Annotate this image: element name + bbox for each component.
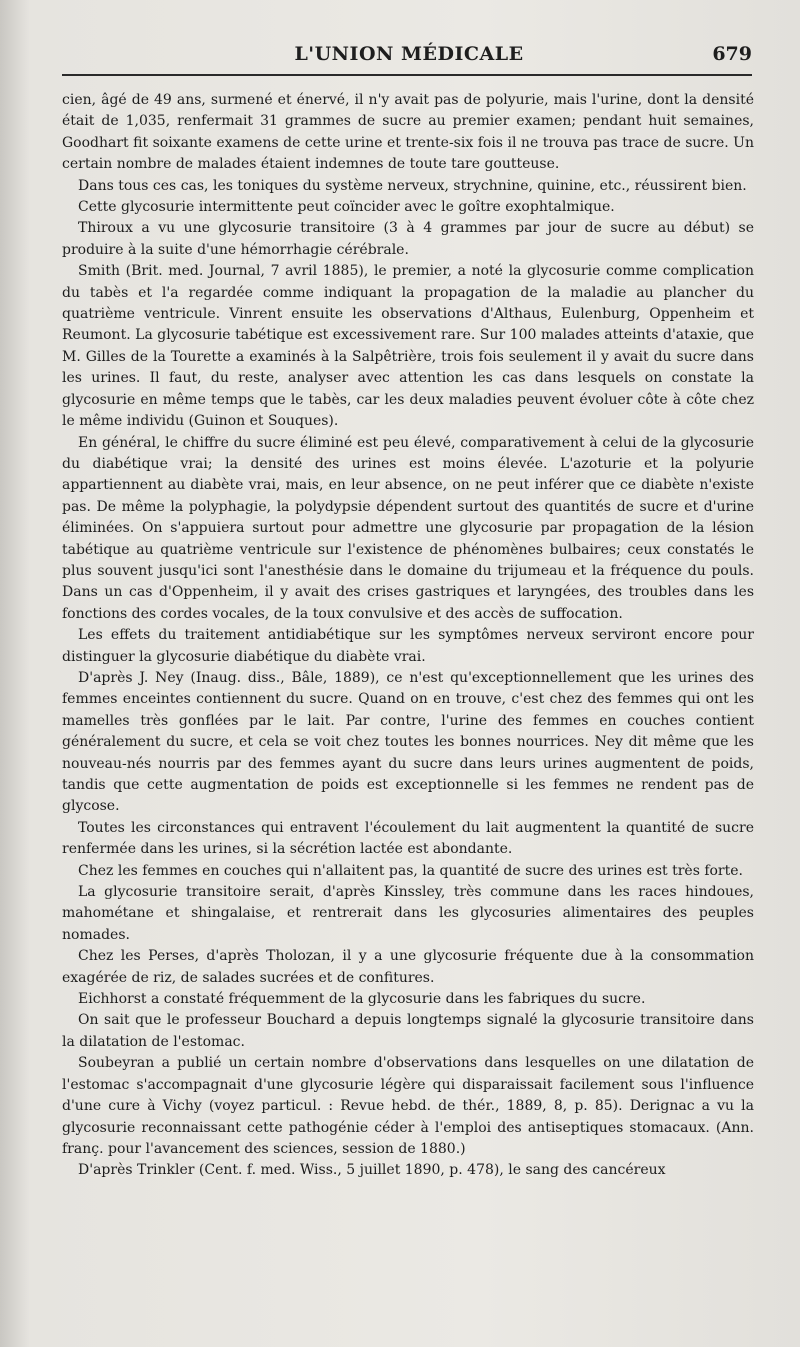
paragraph: La glycosurie transitoire serait, d'après Kinssley, très commune dans les races hindoues, mahométane et shingalaise, et rentrerait dans les glycosuries alimentaires des peuples nomades. [62,884,754,943]
paragraph: Chez les femmes en couches qui n'allaitent pas, la quantité de sucre des urines est très forte. [78,862,743,879]
running-title: L'UNION MÉDICALE [294,43,524,65]
paragraph: D'après Trinkler (Cent. f. med. Wiss., 5 juillet 1890, p. 478), le sang des cancéreux [78,1162,666,1179]
paragraph: Eichhorst a constaté fréquemment de la glycosurie dans les fabriques du sucre. [78,991,646,1008]
paragraph: cien, âgé de 49 ans, surmené et énervé, il n'y avait pas de polyurie, mais l'urine, dont la densité était de 1,035, renfermait 31 grammes de sucre au premier examen; pendant huit semaines, Goodhart fit soixante examens de cette urine et trente-six fois il ne trouva pas trace de sucre. Un certain nombre de malades étaient indemnes de toute tare goutteuse. [62,92,754,173]
paragraph: Cette glycosurie intermittente peut coïncider avec le goître exophtalmique. [78,199,615,216]
paragraph: Soubeyran a publié un certain nombre d'observations dans lesquelles on une dilatation de l'estomac s'accompagnait d'une glycosurie légère qui disparaissait facilement sous l'influence d'une cure à Vichy (voyez particul. : Revue hebd. de thér., 1889, 8, p. 85). Derignac a vu la glycosurie reconnaissant cette pathogénie céder à l'emploi des antiseptiques stomacaux. (Ann. franç. pour l'avancement des sciences, session de 1880.) [62,1055,754,1157]
page-header [62,43,756,73]
header-rule [62,74,752,76]
paragraph: On sait que le professeur Bouchard a depuis longtemps signalé la glycosurie transitoire dans la dilatation de l'estomac. [62,1012,754,1050]
body-text [62,90,754,1182]
paragraph: Chez les Perses, d'après Tholozan, il y a une glycosurie fréquente due à la consommation exagérée de riz, de salades sucrées et de confitures. [62,948,754,986]
page-number: 679 [712,43,752,65]
paragraph: D'après J. Ney (Inaug. diss., Bâle, 1889), ce n'est qu'exceptionnellement que les urines des femmes enceintes contiennent du sucre. Quand on en trouve, c'est chez des femmes qui ont les mamelles très gonflées par le lait. Par contre, l'urine des femmes en couches contient généralement du sucre, et cela se voit chez toutes les bonnes nourrices. Ney dit même que les nouveau-nés nourris par des femmes ayant du sucre dans leurs urines augmentent de poids, tandis que cette augmentation de poids est exceptionnelle si les femmes ne rendent pas de glycose. [62,669,754,815]
paragraph: Dans tous ces cas, les toniques du système nerveux, strychnine, quinine, etc., réussirent bien. [78,177,747,194]
paragraph: Thiroux a vu une glycosurie transitoire (3 à 4 grammes par jour de sucre au début) se produire à la suite d'une hémorrhagie cérébrale. [62,220,754,258]
paragraph: Toutes les circonstances qui entravent l'écoulement du lait augmentent la quantité de sucre renfermée dans les urines, si la sécrétion lactée est abondante. [62,819,754,858]
paragraph: Smith (Brit. med. Journal, 7 avril 1885), le premier, a noté la glycosurie comme complication du tabès et l'a regardée comme indiquant la propagation de la maladie au plancher du quatrième ventricule. Vinrent ensuite les observations d'Althaus, Eulenburg, Oppenheim et Reumont. La glycosurie tabétique est excessivement rare. Sur 100 malades atteints d'ataxie, que M. Gilles de la Tourette a examinés à la Salpêtrière, trois fois seulement il y avait du sucre dans les urines. Il faut, du reste, analyser avec attention les cas dans lesquels on constate la glycosurie en même temps que le tabès, car les deux maladies peuvent évoluer côte à côte chez le même individu (Guinon et Souques). [62,263,754,430]
paragraph: Les effets du traitement antidiabétique sur les symptômes nerveux serviront encore pour distinguer la glycosurie diabétique du diabète vrai. [62,627,754,665]
paragraph: En général, le chiffre du sucre éliminé est peu élevé, comparativement à celui de la glycosurie du diabétique vrai; la densité des urines est moins élevée. L'azoturie et la polyurie appartiennent au diabète vrai, mais, en leur absence, on ne peut inférer que ce diabète n'existe pas. De même la polyphagie, la polydypsie dépendent surtout des quantités de sucre et d'urine éliminées. On s'appuiera surtout pour admettre une glycosurie par propagation de la lésion tabétique au quatrième ventricule sur l'existence de phénomènes bulbaires; ceux constatés le plus souvent jusqu'ici sont l'anesthésie dans le domaine du trijumeau et la fréquence du pouls. Dans un cas d'Oppenheim, il y avait des crises gastriques et laryngées, des troubles dans les fonctions des cordes vocales, de la toux convulsive et des accès de suffocation. [62,434,754,622]
